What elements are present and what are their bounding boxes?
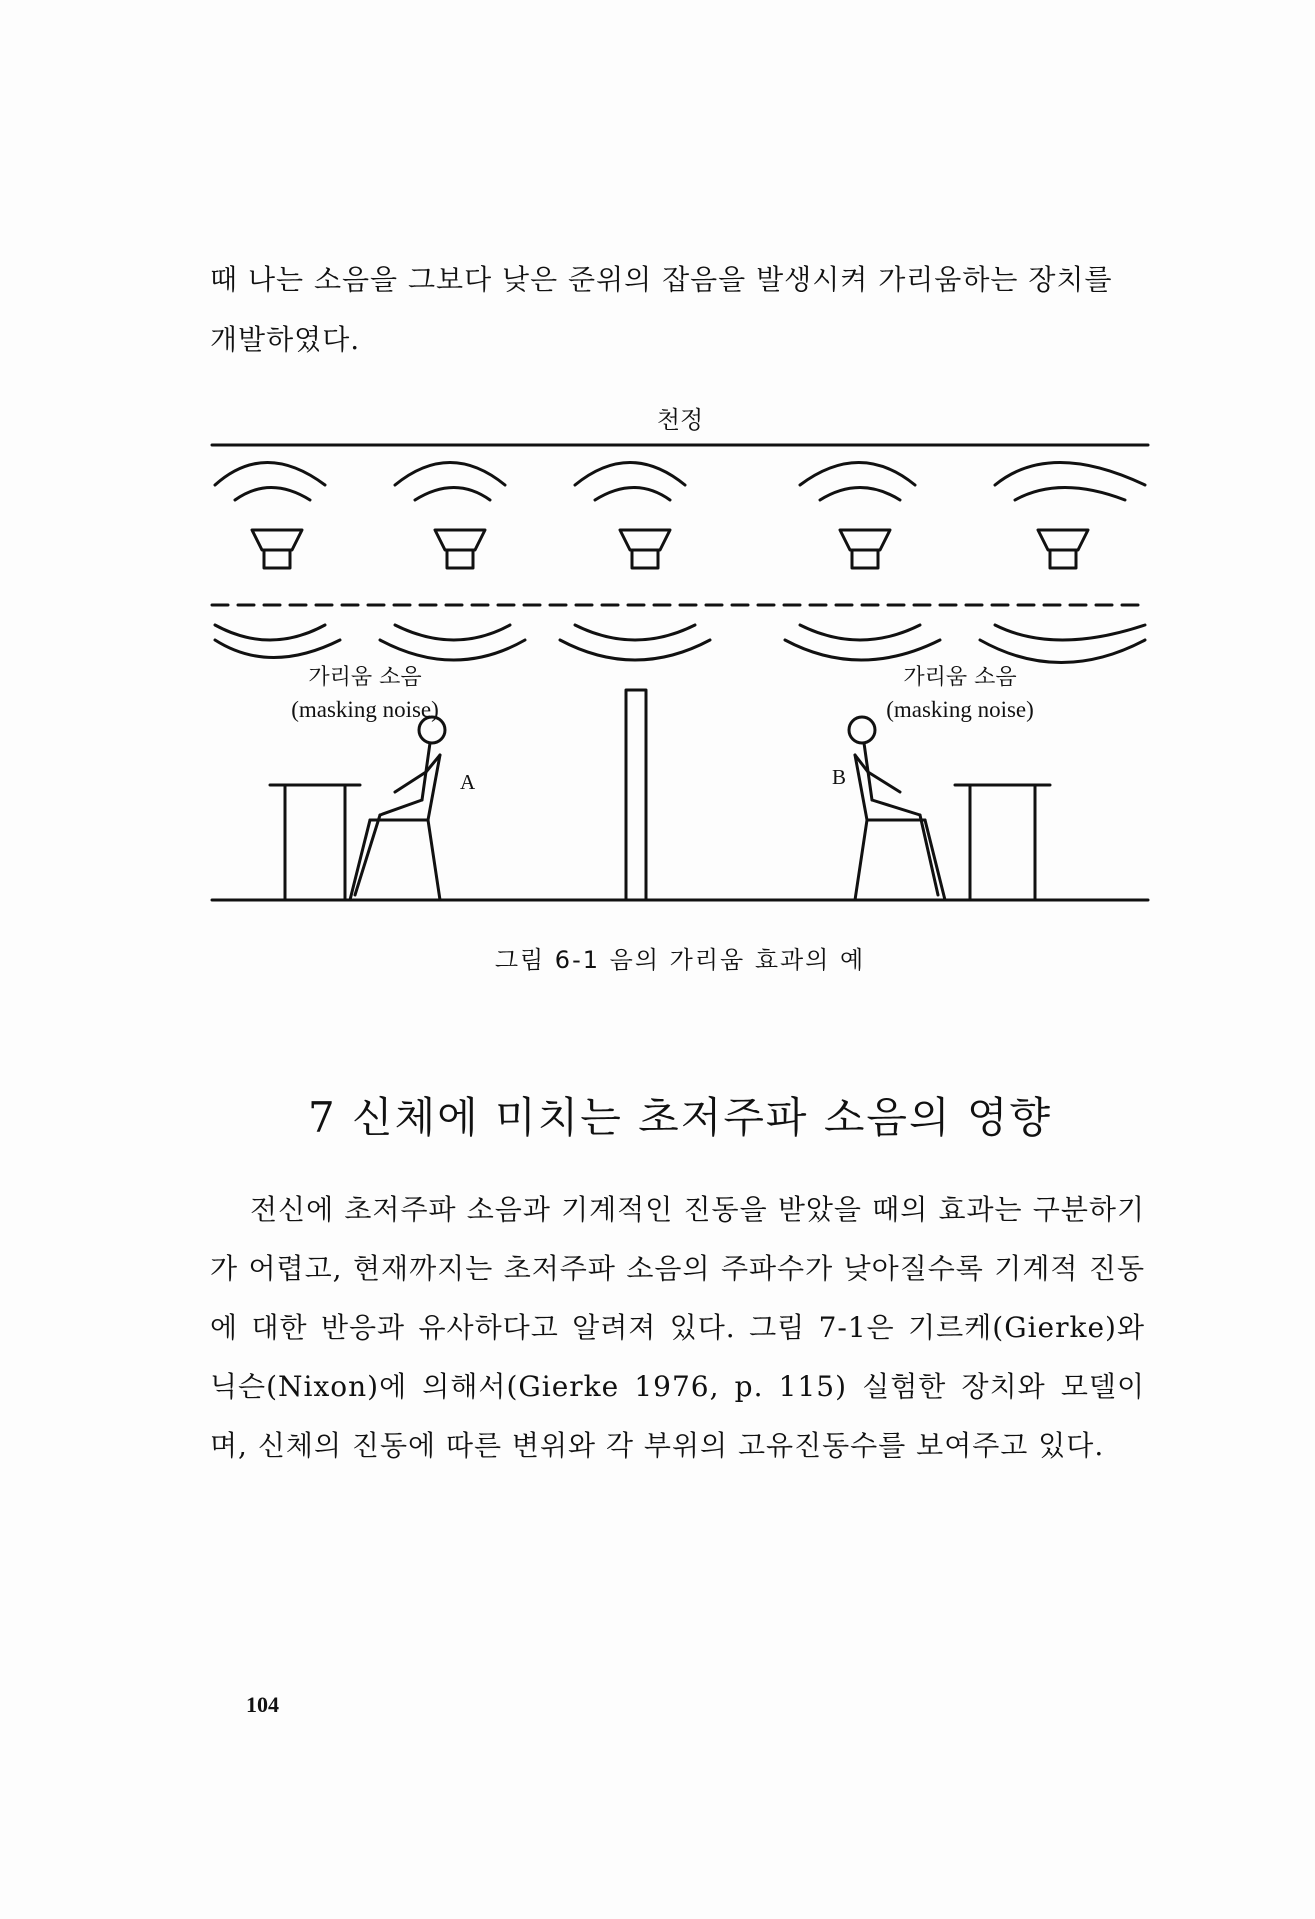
person-b-label: B bbox=[832, 765, 847, 789]
left-label-ko: 가리움 소음 bbox=[308, 665, 422, 690]
person-a-label: A bbox=[460, 770, 476, 794]
right-table bbox=[955, 785, 1050, 900]
person-a-figure bbox=[350, 717, 445, 900]
person-b-figure bbox=[849, 717, 945, 900]
left-masking-label bbox=[250, 662, 480, 726]
left-table bbox=[270, 785, 360, 900]
page-number: 104 bbox=[246, 1692, 279, 1717]
ceiling-label: 천정 bbox=[656, 406, 704, 434]
masking-figure bbox=[200, 400, 1160, 974]
section-heading: 7 신체에 미치는 초저주파 소음의 영향 bbox=[307, 1093, 1053, 1142]
intro-paragraph: 때 나는 소음을 그보다 낮은 준위의 잡음을 발생시켜 가리움하는 장치를 개발하였다. bbox=[210, 263, 1113, 356]
right-label-ko: 가리움 소음 bbox=[903, 665, 1017, 690]
left-label-en: (masking noise) bbox=[291, 697, 439, 722]
lower-waves bbox=[215, 625, 1145, 663]
upper-waves bbox=[215, 463, 1145, 501]
figure-caption: 그림 6-1 음의 가리움 효과의 예 bbox=[494, 946, 866, 974]
body-paragraph: 전신에 초저주파 소음과 기계적인 진동을 받았을 때의 효과는 구분하기가 어렵고, 현재까지는 초저주파 소음의 주파수가 낮아질수록 기계적 진동에 대한 반응과 유사하다고 알려져 있다. 그림 7-1은 기르케(Gierke)와 닉슨(Nixon)에 의해서(Gierke 1976, p. 115) 실험한 장치와 모델이며, 신체의 진동에 따른 변위와 각 부위의 고유진동수를 보여주고 있다. bbox=[210, 1193, 1145, 1462]
partition-wall bbox=[626, 690, 646, 900]
right-label-en: (masking noise) bbox=[886, 697, 1034, 722]
right-masking-label bbox=[845, 662, 1075, 726]
speaker-icons bbox=[252, 530, 1088, 568]
